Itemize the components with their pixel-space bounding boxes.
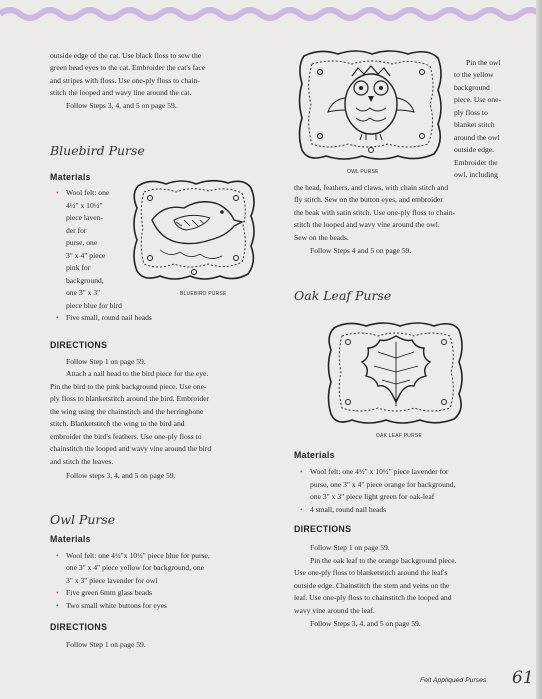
material-line: one 3" x 3" bbox=[66, 288, 101, 297]
bullet: • bbox=[300, 505, 303, 514]
side-line: to the yellow bbox=[454, 70, 494, 79]
material-line: piece blue for bird bbox=[66, 301, 122, 310]
body-line: embroider the bird's feathers. Use one-ply floss to bbox=[50, 432, 202, 441]
side-line: background bbox=[454, 83, 490, 92]
material-line: pink for bbox=[66, 263, 91, 272]
side-line: around the owl bbox=[454, 133, 500, 142]
material-line: one 3" x 3" piece light green for oak-leaf bbox=[310, 492, 435, 501]
body-line: Attach a nail head to the bird piece for the eye. bbox=[66, 369, 209, 378]
bluebird-step1: Follow Step 1 on page 59. bbox=[66, 357, 146, 366]
oakleaf-follow: Follow Steps 3, 4, and 5 on page 59. bbox=[310, 619, 421, 628]
bluebird-directions-heading: DIRECTIONS bbox=[50, 340, 108, 350]
body-line: the wing using the chainstitch and the herringbone bbox=[50, 407, 204, 416]
material-line: purse, one bbox=[66, 238, 98, 247]
owl-materials-heading: Materials bbox=[50, 534, 91, 544]
intro-follow: Follow Steps 3, 4, and 5 on page 59. bbox=[66, 101, 177, 110]
page-number: 61 bbox=[512, 668, 534, 688]
material-line: purse, one 3" x 4" piece orange for background, bbox=[310, 480, 456, 489]
bluebird-purse-illustration bbox=[130, 176, 258, 288]
intro-line: green bead eyes to the cat. Embroider the cat's face bbox=[50, 63, 206, 72]
body-line: Pin the bird to the pink background piece. Use one- bbox=[50, 382, 207, 391]
owl-caption: OWL PURSE bbox=[347, 169, 379, 175]
material-line: 3" x 3" piece lavender for owl bbox=[66, 576, 158, 585]
bluebird-follow: Follow steps 3, 4, and 5 on page 59. bbox=[66, 471, 176, 480]
oakleaf-materials-heading: Materials bbox=[294, 450, 335, 460]
body-line: ply floss to blanketstitch around the bird. Embroider bbox=[50, 394, 210, 403]
body-line: stitch the looped and wavy vine around the owl. bbox=[294, 220, 440, 229]
footer-chapter-label: Felt Appliquéd Purses bbox=[420, 677, 487, 684]
body-line: the beak with satin stitch. Use one-ply floss to chain- bbox=[294, 208, 456, 217]
bullet: • bbox=[56, 588, 59, 597]
material-line: background, bbox=[66, 276, 104, 285]
owl-title: Owl Purse bbox=[50, 512, 116, 527]
intro-line: stitch the looped and wavy line around the cat. bbox=[50, 88, 192, 97]
body-line: chainstitch the looped and wavy vine around the bird bbox=[50, 444, 212, 453]
bluebird-caption: BLUEBIRD PURSE bbox=[180, 291, 227, 297]
side-line: ply floss to bbox=[454, 108, 488, 117]
oakleaf-purse-illustration bbox=[326, 318, 466, 428]
bullet: • bbox=[56, 313, 59, 322]
side-line: Pin the owl bbox=[466, 58, 501, 67]
bluebird-title: Bluebird Purse bbox=[50, 143, 145, 158]
owl-purse-illustration bbox=[296, 46, 446, 166]
body-line: the head, feathers, and claws, with chain stitch and bbox=[294, 183, 449, 192]
bullet: • bbox=[56, 188, 59, 197]
oakleaf-step1: Follow Step 1 on page 59. bbox=[310, 543, 390, 552]
material-line: 4½" x 10½" bbox=[66, 201, 103, 210]
body-line: stitch. Blanketstitch the wing to the bird and bbox=[50, 419, 185, 428]
side-line: Embroider the bbox=[454, 158, 498, 167]
side-line: blanket stitch bbox=[454, 120, 495, 129]
intro-line: and stripes with floss. Use one-ply floss to chain- bbox=[50, 76, 200, 85]
side-line: piece. Use one- bbox=[454, 95, 502, 104]
page-gutter bbox=[536, 0, 542, 699]
material-line: Two small white buttons for eyes bbox=[66, 601, 167, 610]
owl-follow: Follow Steps 4 and 5 on page 59. bbox=[310, 246, 412, 255]
material-line: Wool felt: one 4½" x 10½" piece lavender for bbox=[310, 467, 449, 476]
material-line: piece laven- bbox=[66, 213, 103, 222]
body-line: Pin the oak leaf to the orange background piece. bbox=[310, 556, 457, 565]
intro-line: outside edge of the cat. Use black floss to sew the bbox=[50, 51, 202, 60]
bullet: • bbox=[300, 467, 303, 476]
oakleaf-directions-heading: DIRECTIONS bbox=[294, 524, 352, 534]
bullet: • bbox=[56, 601, 59, 610]
material-line: 4 small, round nail heads bbox=[310, 505, 387, 514]
body-line: Use one-ply floss to blanketstitch around the leaf's bbox=[294, 568, 448, 577]
body-line: fly stitch. Sew on the button eyes, and embroider bbox=[294, 195, 443, 204]
body-line: leaf. Use one-ply floss to chainstitch the looped and bbox=[294, 593, 452, 602]
owl-step1: Follow Step 1 on page 59. bbox=[66, 640, 146, 649]
side-line: owl, including bbox=[454, 170, 498, 179]
bullet: • bbox=[56, 551, 59, 560]
body-line: and stitch the leaves. bbox=[50, 457, 114, 466]
material-line: one 3" x 4" piece yellow for background, one bbox=[66, 563, 204, 572]
bluebird-materials-heading: Materials bbox=[50, 172, 91, 182]
owl-directions-heading: DIRECTIONS bbox=[50, 622, 108, 632]
side-line: outside edge. bbox=[454, 145, 495, 154]
oakleaf-title: Oak Leaf Purse bbox=[294, 288, 392, 303]
oakleaf-caption: OAK LEAF PURSE bbox=[376, 433, 422, 439]
body-line: wavy vine around the leaf. bbox=[294, 606, 375, 615]
material-line: Five small, round nail heads bbox=[66, 313, 152, 322]
material-line: Wool felt: one bbox=[66, 188, 110, 197]
material-line: 3" x 4" piece bbox=[66, 251, 106, 260]
body-line: outside edge. Chainstitch the stem and veins on the bbox=[294, 581, 450, 590]
material-line: Wool felt: one 4½"x 10½" piece blue for purse, bbox=[66, 551, 210, 560]
body-line: Sew on the beads. bbox=[294, 233, 349, 242]
decorative-wave-border bbox=[0, 0, 542, 30]
material-line: der for bbox=[66, 226, 87, 235]
material-line: Five green 6mm glass beads bbox=[66, 588, 153, 597]
